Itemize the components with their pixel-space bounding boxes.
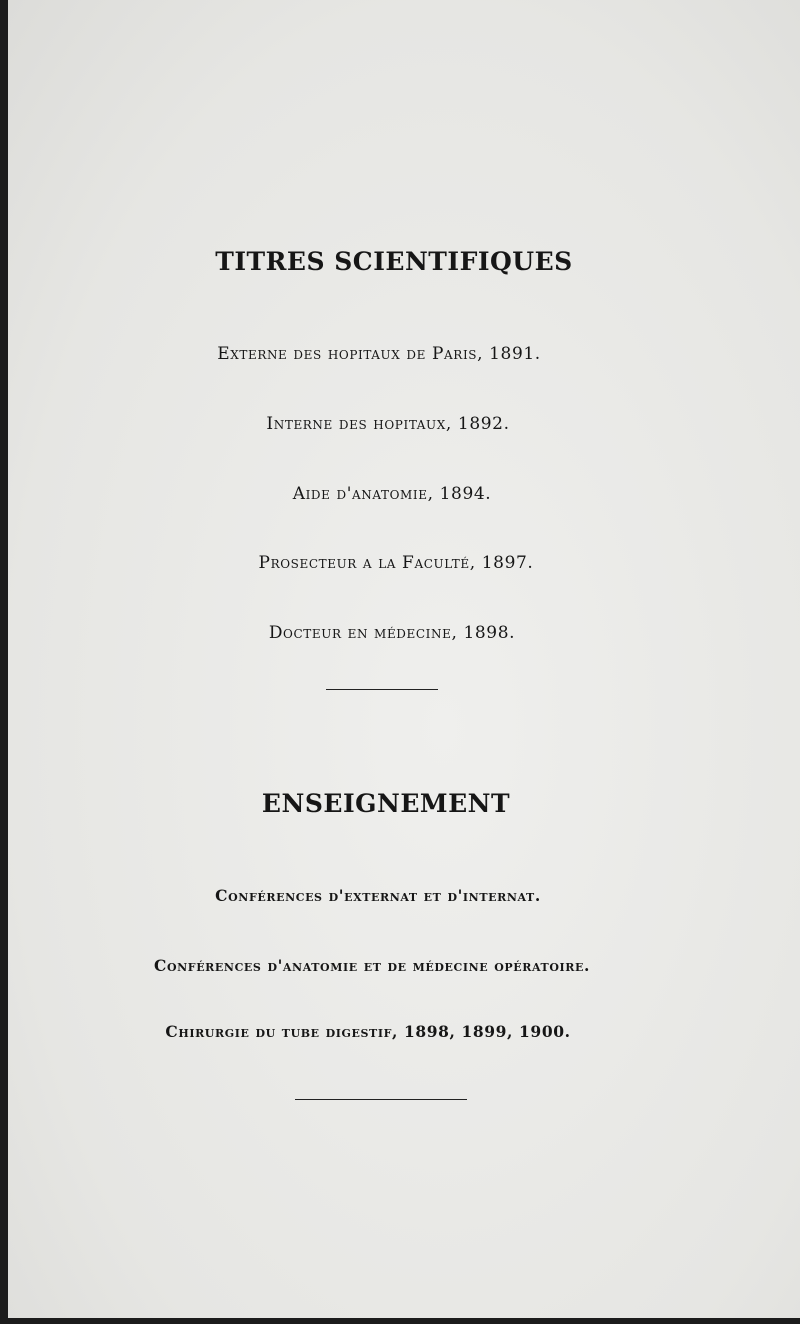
- end-divider: [295, 1099, 467, 1100]
- enseignement-heading: ENSEIGNEMENT: [261, 789, 511, 818]
- titre-item-interne: Interne des hopitaux, 1892.: [266, 414, 510, 434]
- document-page: [8, 0, 800, 1324]
- titre-item-prosecteur: Prosecteur a la Faculté, 1897.: [258, 553, 534, 573]
- titre-item-externe: Externe des hopitaux de Paris, 1891.: [217, 344, 541, 364]
- titres-heading: TITRES SCIENTIFIQUES: [215, 247, 573, 276]
- scan-edge-bottom: [0, 1318, 800, 1324]
- scan-edge-left: [0, 0, 8, 1324]
- titre-item-docteur: Docteur en médecine, 1898.: [268, 623, 516, 643]
- titre-item-aide-anatomie: Aide d'anatomie, 1894.: [292, 484, 492, 504]
- enseignement-item-conferences-externat: Conférences d'externat et d'internat.: [215, 886, 541, 905]
- enseignement-item-conferences-anatomie: Conférences d'anatomie et de médecine opératoire.: [154, 956, 590, 975]
- section-divider: [326, 689, 438, 690]
- enseignement-item-chirurgie: Chirurgie du tube digestif, 1898, 1899, 1900.: [165, 1022, 571, 1041]
